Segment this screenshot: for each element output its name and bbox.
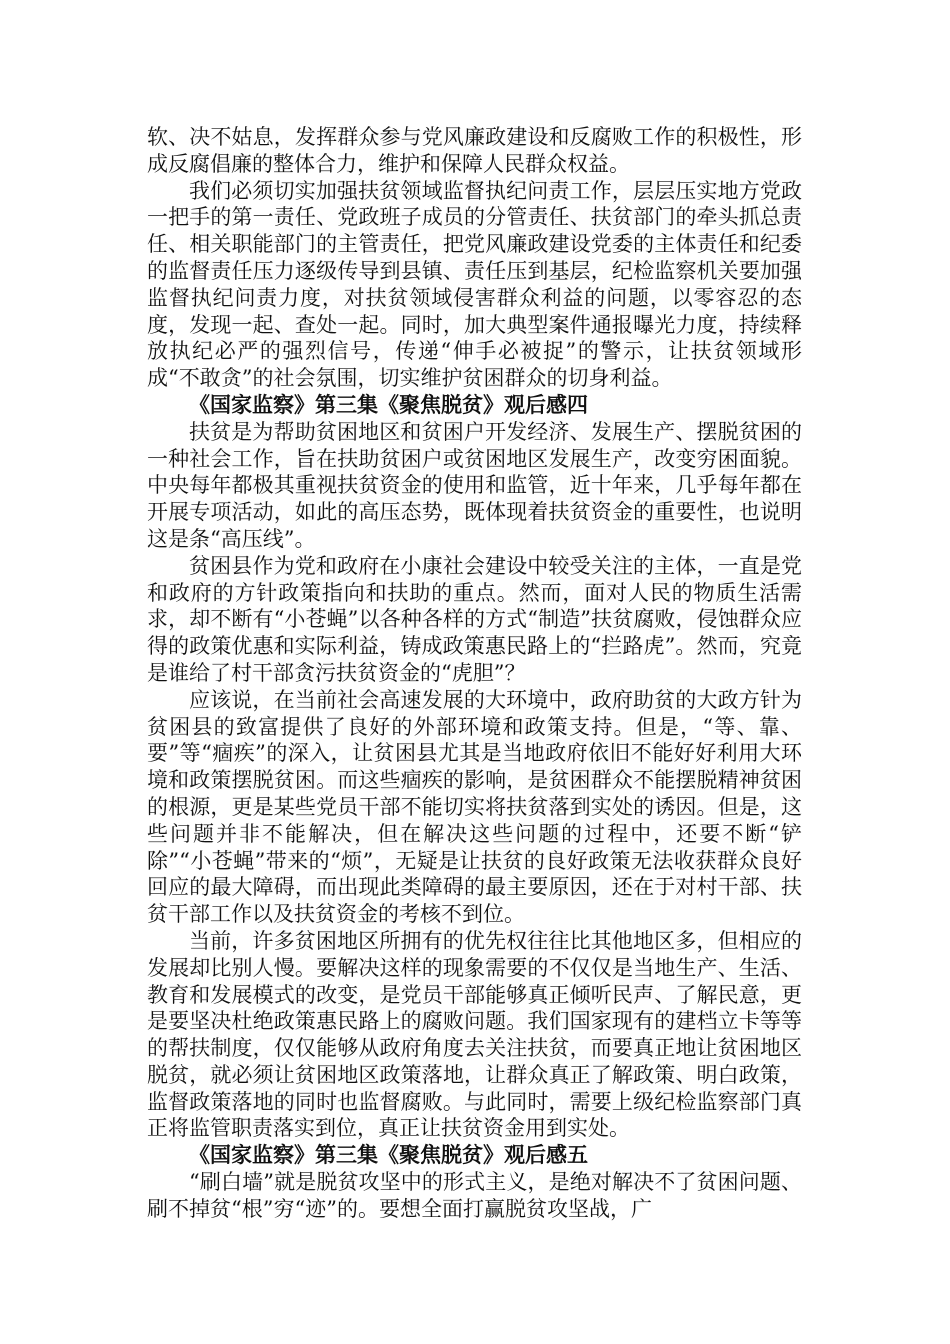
section-heading: 《国家监察》第三集《聚焦脱贫》观后感五 [189, 1142, 588, 1168]
paragraph: 应该说，在当前社会高速发展的大环境中，政府助贫的大政方针为贫困县的致富提供了良好的外部环境和政策支持。但是，“等、靠、要”等“痼疾”的深入，让贫困县尤其是当地政府依旧不能好好利用大环境和政策摆脱贫困。而这些痼疾的影响，是贫困群众不能摆脱精神贫困的根源，更是某些党员干部不能切实将扶贫落到实处的诱因。但是，这些问题并非不能解决，但在解决这些问题的过程中，还要不断“铲除”“小苍蝇”带来的“烦”，无疑是让扶贫的良好政策无法收获群众良好回应的最大障碍，而出现此类障碍的最主要原因，还在于对村干部、扶贫干部工作以及扶贫资金的考核不到位。 [147, 687, 802, 927]
paragraph: “刷白墙”就是脱贫攻坚中的形式主义，是绝对解决不了贫困问题、刷不掉贫“根”穷“迹”的。要想全面打赢脱贫攻坚战，广 [147, 1170, 802, 1221]
paragraph: 贫困县作为党和政府在小康社会建设中较受关注的主体，一直是党和政府的方针政策指向和扶助的重点。然而，面对人民的物质生活需求，却不断有“小苍蝇”以各种各样的方式“制造”扶贫腐败，侵蚀群众应得的政策优惠和实际利益，铸成政策惠民路上的“拦路虎”。然而，究竟是谁给了村干部贪污扶贫资金的“虎胆”？ [147, 553, 802, 685]
paragraph: 扶贫是为帮助贫困地区和贫困户开发经济、发展生产、摆脱贫困的一种社会工作，旨在扶助贫困户或贫困地区发展生产，改变穷困面貌。中央每年都极其重视扶贫资金的使用和监管，近十年来，几乎每年都在开展专项活动，如此的高压态势，既体现着扶贫资金的重要性，也说明这是条“高压线”。 [147, 419, 802, 551]
section-heading: 《国家监察》第三集《聚焦脱贫》观后感四 [189, 391, 588, 417]
document-body [147, 124, 802, 1223]
paragraph-continuation: 软、决不姑息，发挥群众参与党风廉政建设和反腐败工作的积极性，形成反腐倡廉的整体合力，维护和保障人民群众权益。 [147, 125, 802, 176]
paragraph: 我们必须切实加强扶贫领域监督执纪问责工作，层层压实地方党政一把手的第一责任、党政班子成员的分管责任、扶贫部门的牵头抓总责任、相关职能部门的主管责任，把党风廉政建设党委的主体责任和纪委的监督责任压力逐级传导到县镇、责任压到基层，纪检监察机关要加强监督执纪问责力度，对扶贫领域侵害群众利益的问题，以零容忍的态度，发现一起、查处一起。同时，加大典型案件通报曝光力度，持续释放执纪必严的强烈信号，传递“伸手必被捉”的警示，让扶贫领域形成“不敢贪”的社会氛围，切实维护贫困群众的切身利益。 [147, 178, 802, 391]
paragraph: 当前，许多贫困地区所拥有的优先权往往比其他地区多，但相应的发展却比别人慢。要解决这样的现象需要的不仅仅是当地生产、生活、教育和发展模式的改变，是党员干部能够真正倾听民声、了解民意，更是要坚决杜绝政策惠民路上的腐败问题。我们国家现有的建档立卡等等的帮扶制度，仅仅能够从政府角度去关注扶贫，而要真正地让贫困地区脱贫，就必须让贫困地区政策落地，让群众真正了解政策、明白政策，监督政策落地的同时也监督腐败。与此同时，需要上级纪检监察部门真正将监管职责落实到位，真正让扶贫资金用到实处。 [147, 928, 802, 1141]
